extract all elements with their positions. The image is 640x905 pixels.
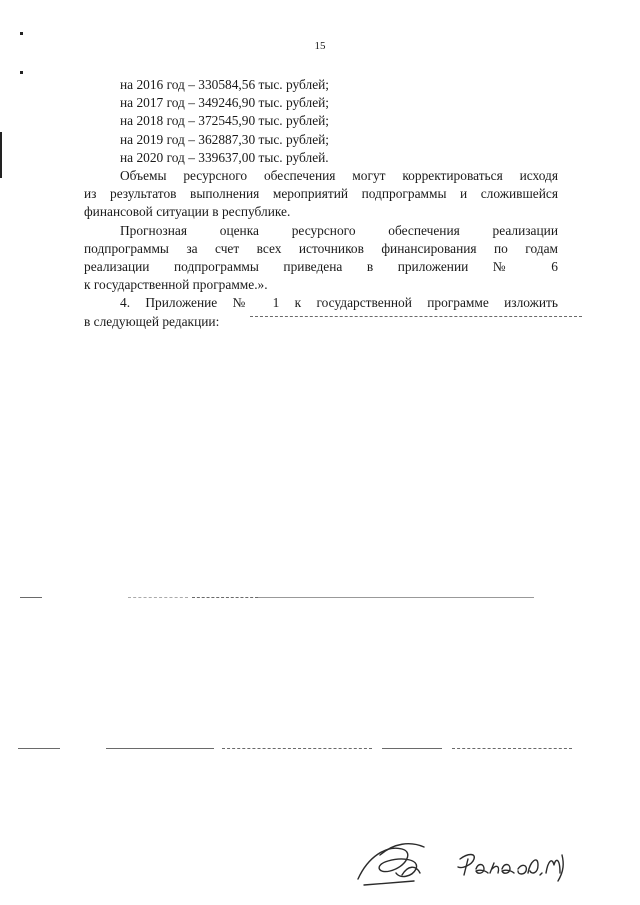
document-body bbox=[84, 76, 558, 331]
scan-edge-mark bbox=[0, 132, 2, 178]
separator-line-3d bbox=[382, 748, 442, 749]
separator-line-2b bbox=[128, 597, 188, 598]
forecast-line-3: реализации подпрограммы приведена в приложении № 6 bbox=[84, 259, 558, 275]
volumes-line-2: из результатов выполнения мероприятий подпрограммы и сложившейся bbox=[84, 186, 558, 202]
signature bbox=[350, 835, 565, 893]
forecast-line-2: подпрограммы за счет всех источников финансирования по годам bbox=[84, 240, 558, 256]
funding-2019-line: на 2019 год – 362887,30 тыс. рублей; bbox=[120, 131, 330, 147]
separator-line-2c bbox=[192, 597, 258, 598]
forecast-line-4: к государственной программе.». bbox=[84, 277, 268, 293]
separator-line-1 bbox=[250, 316, 582, 317]
funding-2016-line: на 2016 год – 330584,56 тыс. рублей; bbox=[120, 77, 330, 92]
scan-dot-top bbox=[20, 32, 23, 35]
funding-2018-line: на 2018 год – 372545,90 тыс. рублей; bbox=[120, 113, 330, 129]
separator-line-3c bbox=[222, 748, 372, 749]
item4-line-1: 4. Приложение № 1 к государственной программе изложить bbox=[120, 295, 558, 311]
separator-line-2a bbox=[20, 597, 42, 598]
volumes-line-1: Объемы ресурсного обеспечения могут корректироваться исходя bbox=[120, 168, 558, 184]
forecast-paragraph bbox=[84, 222, 558, 295]
funding-2020-line: на 2020 год – 339637,00 тыс. рублей. bbox=[120, 149, 329, 165]
page-number: 15 bbox=[314, 40, 326, 52]
separator-line-3b bbox=[106, 748, 214, 749]
separator-line-3e bbox=[452, 748, 572, 749]
separator-line-2d bbox=[258, 597, 534, 598]
item4-line-2: в следующей редакции: bbox=[84, 313, 220, 329]
volumes-line-3: финансовой ситуации в республике. bbox=[84, 204, 291, 220]
scan-dot-middle bbox=[20, 71, 23, 74]
separator-line-3a bbox=[18, 748, 60, 749]
item4-paragraph bbox=[84, 294, 558, 330]
volumes-paragraph bbox=[84, 167, 558, 222]
forecast-line-1: Прогнозная оценка ресурсного обеспечения реализации bbox=[120, 222, 558, 238]
funding-2017-line: на 2017 год – 349246,90 тыс. рублей; bbox=[120, 95, 330, 111]
